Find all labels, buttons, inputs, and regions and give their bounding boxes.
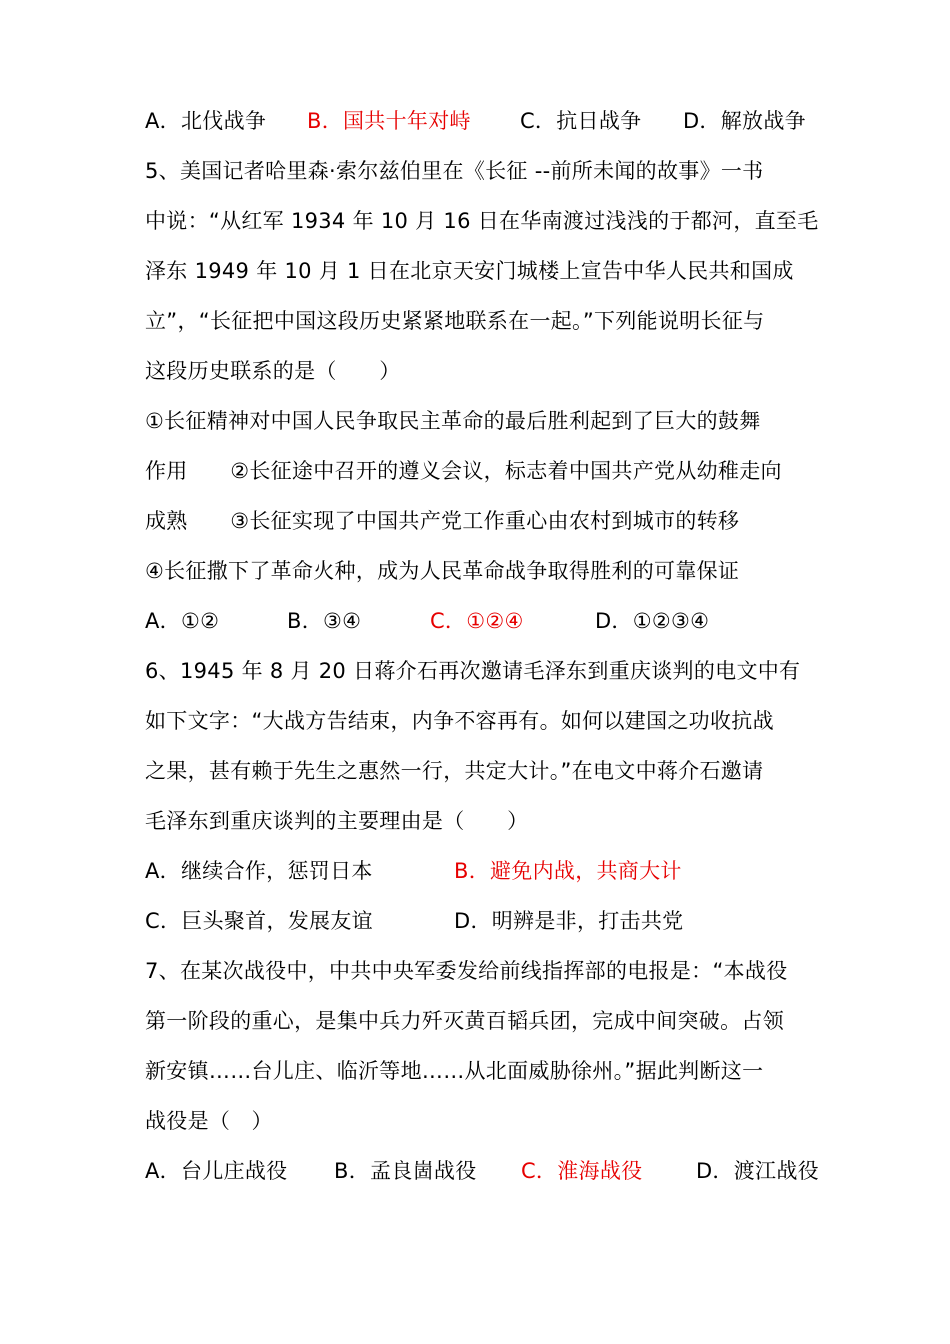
q4-option-c: C．抗日战争 [519, 109, 642, 133]
q5-option-a: A．①② [145, 609, 220, 633]
q7-stem-line-4: 战役是（ ） [145, 1109, 273, 1133]
q4-option-a: A．北伐战争 [145, 109, 267, 133]
q7-stem-line-2: 第一阶段的重心，是集中兵力歼灭黄百韬兵团，完成中间突破。占领 [145, 1009, 784, 1033]
q5-options-row [145, 596, 815, 646]
q6-stem-line-1: 6、1945 年 8 月 20 日蒋介石再次邀请毛泽东到重庆谈判的电文中有 [145, 659, 801, 683]
q7-stem-line-1: 7、在某次战役中，中共中央军委发给前线指挥部的电报是：“本战役 [145, 959, 788, 983]
document-page [145, 96, 819, 1196]
q6-option-b-answer: B．避免内战，共商大计 [453, 859, 682, 883]
q7-option-d: D．渡江战役 [695, 1159, 819, 1183]
q6-stem-line-2: 如下文字：“大战方告结束，内争不容再有。如何以建国之功收抗战 [145, 709, 774, 733]
q5-stem-line-1: 5、美国记者哈里森·索尔兹伯里在《长征 --前所未闻的故事》一书 [145, 159, 764, 183]
q5-statement-line-4: ④长征撒下了革命火种，成为人民革命战争取得胜利的可靠保证 [145, 559, 740, 583]
q5-stem-line-3: 泽东 1949 年 10 月 1 日在北京天安门城楼上宣告中华人民共和国成 [145, 259, 794, 283]
q7-stem-line-3: 新安镇……台儿庄、临沂等地……从北面威胁徐州。”据此判断这一 [145, 1059, 764, 1083]
q5-statement-line-3: 成熟 ③长征实现了中国共产党工作重心由农村到城市的转移 [145, 509, 740, 533]
q6-options-row-1 [145, 846, 815, 896]
q6-option-a: A．继续合作，惩罚日本 [145, 859, 373, 883]
q5-stem-line-2: 中说：“从红军 1934 年 10 月 16 日在华南渡过浅浅的于都河，直至毛 [145, 209, 819, 233]
q7-option-b: B．孟良崮战役 [333, 1159, 477, 1183]
q7-option-c-answer: C．淮海战役 [520, 1159, 643, 1183]
q4-option-d: D．解放战争 [682, 109, 806, 133]
q6-option-d: D．明辨是非，打击共党 [453, 909, 684, 933]
q6-option-c: C．巨头聚首，发展友谊 [145, 909, 373, 933]
q5-option-c-answer: C．①②④ [429, 609, 524, 633]
q5-statement-line-2: 作用 ②长征途中召开的遵义会议，标志着中国共产党从幼稚走向 [145, 459, 782, 483]
q7-option-a: A．台儿庄战役 [145, 1159, 288, 1183]
q4-option-b-answer: B．国共十年对峙 [306, 109, 471, 133]
q5-stem-line-4: 立”，“长征把中国这段历史紧紧地联系在一起。”下列能说明长征与 [145, 309, 765, 333]
q5-statement-line-1: ①长征精神对中国人民争取民主革命的最后胜利起到了巨大的鼓舞 [145, 409, 761, 433]
q6-stem-line-4: 毛泽东到重庆谈判的主要理由是（ ） [145, 809, 529, 833]
q5-stem-line-5: 这段历史联系的是（ ） [145, 359, 401, 383]
q4-options-row [145, 96, 815, 146]
q7-options-row [145, 1146, 819, 1196]
q5-option-b: B．③④ [286, 609, 362, 633]
q6-options-row-2 [145, 896, 815, 946]
q5-option-d: D．①②③④ [594, 609, 710, 633]
q6-stem-line-3: 之果，甚有赖于先生之惠然一行，共定大计。”在电文中蒋介石邀请 [145, 759, 764, 783]
